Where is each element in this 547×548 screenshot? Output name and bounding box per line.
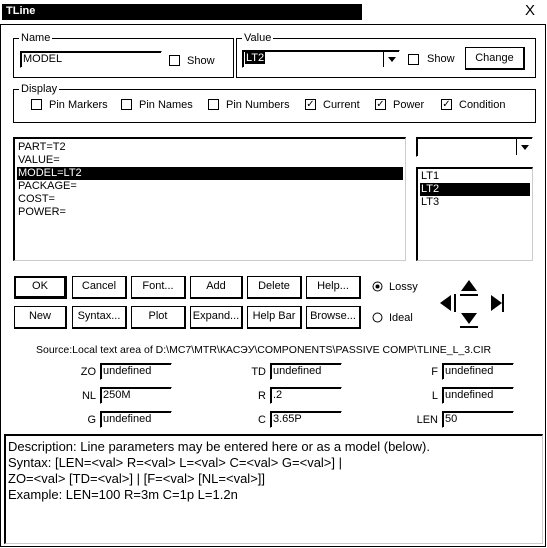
expand-button[interactable]: Expand... bbox=[190, 306, 243, 329]
title-bar bbox=[0, 0, 547, 24]
description-line: ZO=<val> [TD=<val>] | [F=<val> [NL=<val>]] bbox=[8, 471, 266, 486]
value-show-checkbox[interactable] bbox=[408, 54, 419, 65]
source-path: Source:Local text area of D:\MC7\MTR\КАСЭУ\COMPONENTS\PASSIVE COMP\TLINE_L_3.CIR bbox=[36, 344, 492, 356]
help-button[interactable]: Help... bbox=[306, 276, 361, 299]
param-label-td: TD bbox=[251, 366, 266, 378]
value-combobox-text: LT2 bbox=[246, 52, 265, 64]
param-field-l[interactable]: undefined bbox=[442, 387, 514, 404]
change-button[interactable]: Change bbox=[465, 47, 525, 70]
condition-checkbox[interactable]: ✓ bbox=[442, 99, 451, 110]
browse-button[interactable]: Browse... bbox=[306, 306, 361, 329]
list-item[interactable]: LT3 bbox=[421, 196, 440, 208]
pin-numbers-label: Pin Numbers bbox=[226, 99, 290, 111]
value-group-legend: Value bbox=[244, 32, 272, 44]
new-button[interactable]: New bbox=[14, 306, 67, 329]
chevron-down-icon[interactable] bbox=[516, 139, 532, 155]
arrow-left-button[interactable] bbox=[437, 293, 457, 313]
cancel-button[interactable]: Cancel bbox=[72, 276, 127, 299]
current-label: Current bbox=[323, 99, 360, 111]
description-line: Example: LEN=100 R=3m C=1p L=1.2n bbox=[8, 487, 238, 502]
param-label-len: LEN bbox=[416, 414, 438, 426]
list-item-selected[interactable]: LT2 bbox=[420, 183, 530, 196]
window-title: TLine bbox=[6, 5, 36, 17]
model-list[interactable] bbox=[416, 167, 533, 261]
param-field-g[interactable]: undefined bbox=[100, 411, 172, 428]
current-checkbox[interactable]: ✓ bbox=[306, 99, 315, 110]
param-label-f: F bbox=[431, 366, 438, 378]
close-button[interactable]: X bbox=[524, 2, 535, 19]
model-dropdown[interactable] bbox=[416, 137, 533, 157]
ok-button[interactable]: OK bbox=[14, 276, 67, 299]
power-label: Power bbox=[393, 99, 425, 111]
title-bar-fill bbox=[2, 4, 362, 20]
pin-markers-checkbox[interactable] bbox=[31, 99, 42, 110]
param-field-zo[interactable]: undefined bbox=[100, 363, 172, 380]
param-field-r[interactable]: .2 bbox=[270, 387, 342, 404]
plot-button[interactable]: Plot bbox=[131, 306, 186, 329]
list-item[interactable]: PART=T2 bbox=[18, 141, 66, 153]
attribute-list[interactable] bbox=[13, 137, 406, 261]
arrow-up-button[interactable] bbox=[459, 277, 479, 297]
value-show-label: Show bbox=[427, 53, 455, 65]
list-item[interactable]: COST= bbox=[18, 193, 55, 205]
param-field-f[interactable]: undefined bbox=[442, 363, 514, 380]
param-label-r: R bbox=[258, 390, 266, 402]
delete-button[interactable]: Delete bbox=[247, 276, 302, 299]
description-line: Description: Line parameters may be entered here or as a model (below). bbox=[8, 439, 430, 454]
param-label-g: G bbox=[87, 414, 96, 426]
value-combobox[interactable] bbox=[242, 50, 400, 68]
param-field-c[interactable]: 3.65P bbox=[270, 411, 342, 428]
name-show-label: Show bbox=[187, 55, 215, 67]
ideal-label: Ideal bbox=[389, 312, 413, 324]
list-item[interactable]: LT1 bbox=[421, 170, 440, 182]
power-checkbox[interactable]: ✓ bbox=[376, 99, 385, 110]
param-label-nl: NL bbox=[81, 390, 96, 402]
pin-markers-label: Pin Markers bbox=[49, 99, 108, 111]
list-item[interactable]: PACKAGE= bbox=[18, 180, 77, 192]
param-field-td[interactable]: undefined bbox=[270, 363, 342, 380]
param-field-len[interactable]: 50 bbox=[442, 411, 514, 428]
syntax-button[interactable]: Syntax... bbox=[72, 306, 127, 329]
pin-names-label: Pin Names bbox=[139, 99, 193, 111]
name-group-legend: Name bbox=[21, 32, 51, 44]
param-label-zo: ZO bbox=[80, 366, 96, 378]
pin-numbers-checkbox[interactable] bbox=[208, 99, 219, 110]
list-item[interactable]: VALUE= bbox=[18, 154, 60, 166]
lossy-radio[interactable] bbox=[372, 281, 383, 292]
arrow-right-button[interactable] bbox=[485, 293, 505, 313]
help-bar-button[interactable]: Help Bar bbox=[247, 306, 302, 329]
add-button[interactable]: Add bbox=[190, 276, 243, 299]
description-text-area[interactable] bbox=[4, 434, 543, 544]
condition-label: Condition bbox=[459, 99, 506, 111]
param-field-nl[interactable]: 250M bbox=[100, 387, 172, 404]
name-show-checkbox[interactable] bbox=[169, 55, 180, 66]
param-label-c: C bbox=[258, 414, 266, 426]
chevron-down-icon[interactable] bbox=[383, 51, 399, 67]
param-label-l: L bbox=[431, 390, 438, 402]
arrow-down-button[interactable] bbox=[459, 308, 479, 328]
display-group-legend: Display bbox=[21, 83, 58, 95]
font-button[interactable]: Font... bbox=[131, 276, 186, 299]
description-line: Syntax: [LEN=<val> R=<val> L=<val> C=<val> G=<val>] | bbox=[8, 455, 343, 470]
ideal-radio[interactable] bbox=[372, 312, 383, 323]
lossy-label: Lossy bbox=[389, 281, 418, 293]
list-item[interactable]: POWER= bbox=[18, 206, 66, 218]
pin-names-checkbox[interactable] bbox=[121, 99, 132, 110]
name-field[interactable]: MODEL bbox=[20, 51, 162, 68]
list-item-selected[interactable]: MODEL=LT2 bbox=[17, 167, 403, 180]
